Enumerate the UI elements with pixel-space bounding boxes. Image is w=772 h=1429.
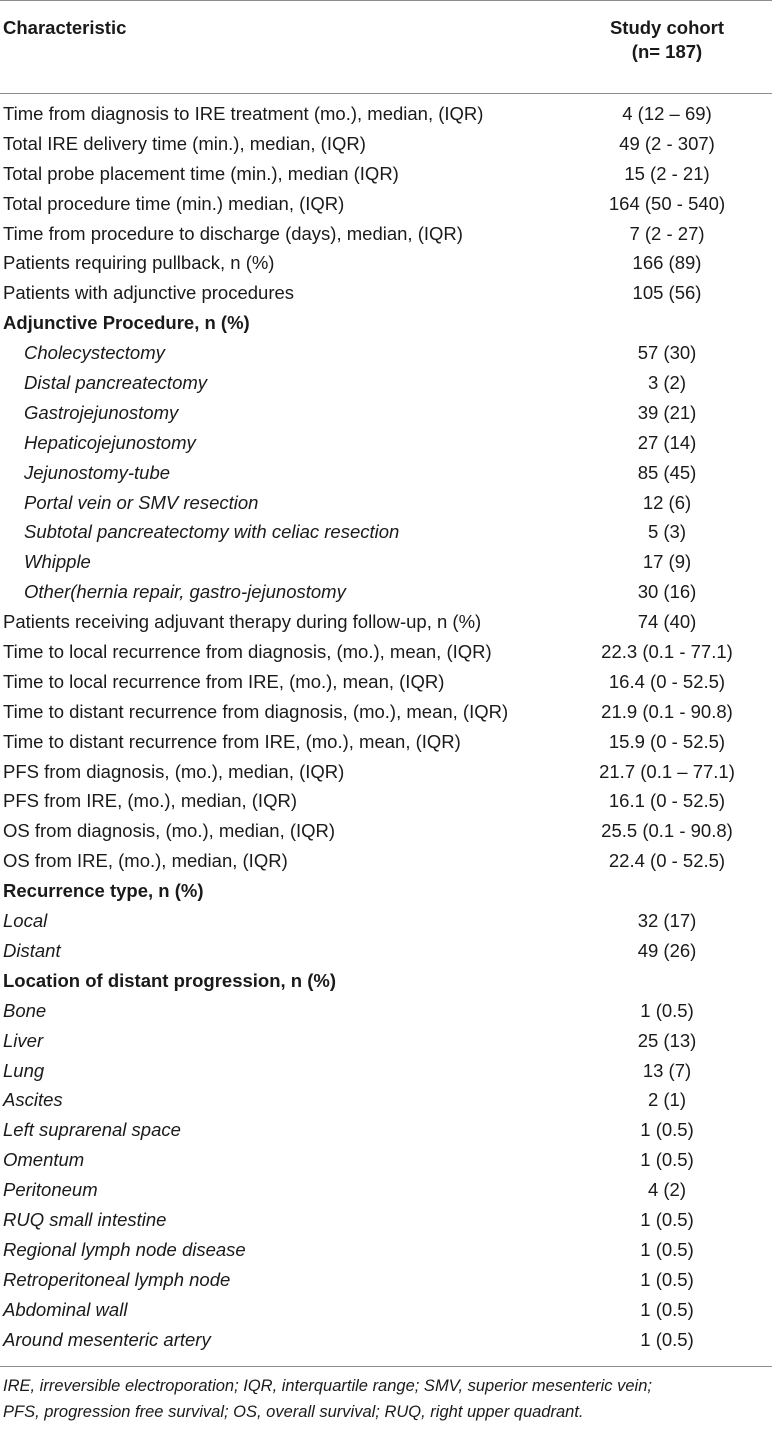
row-label: Patients requiring pullback, n (%) — [3, 252, 275, 274]
table-row — [0, 130, 772, 160]
row-label: OS from diagnosis, (mo.), median, (IQR) — [3, 820, 336, 842]
row-label: PFS from diagnosis, (mo.), median, (IQR) — [3, 760, 345, 782]
table-row — [0, 1206, 772, 1236]
row-label: Distant — [3, 939, 61, 961]
table-row — [0, 489, 772, 519]
row-value: 74 (40) — [637, 611, 697, 633]
table-row — [0, 1296, 772, 1326]
table-row — [0, 847, 772, 877]
row-value: 1 (0.5) — [640, 999, 694, 1021]
row-value: 1 (0.5) — [640, 1208, 694, 1230]
table-row — [0, 1146, 772, 1176]
row-value: 1 (0.5) — [640, 1238, 694, 1260]
top-rule — [0, 0, 772, 1]
row-value: 17 (9) — [642, 551, 692, 573]
header-cohort-line1: Study cohort — [609, 17, 725, 38]
row-value: 105 (56) — [632, 282, 702, 304]
table-row — [0, 638, 772, 668]
row-value: 25.5 (0.1 - 90.8) — [601, 820, 733, 842]
row-label: Total probe placement time (min.), median (IQR) — [3, 162, 399, 184]
row-value: 32 (17) — [637, 910, 697, 932]
row-label: RUQ small intestine — [3, 1208, 167, 1230]
row-value: 49 (26) — [637, 939, 697, 961]
row-label: Total IRE delivery time (min.), median, (IQR) — [3, 132, 366, 154]
row-value: 30 (16) — [637, 581, 697, 603]
row-label: Gastrojejunostomy — [24, 401, 179, 423]
row-value: 25 (13) — [637, 1029, 697, 1051]
row-value: 7 (2 - 27) — [629, 222, 705, 244]
row-value: 4 (12 – 69) — [622, 103, 712, 124]
row-label: Time to distant recurrence from IRE, (mo.), mean, (IQR) — [3, 730, 461, 752]
row-label: Time to local recurrence from diagnosis, (mo.), mean, (IQR) — [3, 641, 492, 663]
table-row — [0, 698, 772, 728]
bottom-rule — [0, 1366, 772, 1367]
row-value: 15.9 (0 - 52.5) — [608, 730, 726, 752]
header-characteristic: Characteristic — [3, 17, 127, 38]
footnote-line-1: IRE, irreversible electroporation; IQR, interquartile range; SMV, superior mesenteric vein; — [3, 1377, 652, 1395]
table-row — [0, 548, 772, 578]
row-value: 1 (0.5) — [640, 1268, 694, 1290]
row-value: 22.3 (0.1 - 77.1) — [601, 641, 733, 663]
row-value: 164 (50 - 540) — [608, 192, 726, 214]
table-row — [0, 1116, 772, 1146]
row-value: 1 (0.5) — [640, 1149, 694, 1171]
table-row — [0, 937, 772, 967]
section-header-row — [0, 967, 772, 997]
table-row — [0, 339, 772, 369]
row-value: 39 (21) — [637, 401, 697, 423]
table-row — [0, 1027, 772, 1057]
characteristics-table — [0, 100, 772, 1355]
row-value: 1 (0.5) — [640, 1298, 694, 1320]
row-label: Time to local recurrence from IRE, (mo.), mean, (IQR) — [3, 670, 445, 692]
table-row — [0, 429, 772, 459]
table-row — [0, 787, 772, 817]
row-label: Cholecystectomy — [24, 342, 165, 364]
table-row — [0, 578, 772, 608]
row-value: 5 (3) — [647, 521, 687, 543]
row-label: Local — [3, 910, 48, 932]
row-label: Recurrence type, n (%) — [3, 880, 204, 902]
row-value: 21.7 (0.1 – 77.1) — [599, 760, 735, 782]
row-label: Lung — [3, 1059, 45, 1081]
row-value: 1 (0.5) — [640, 1328, 694, 1350]
row-label: Other(hernia repair, gastro-jejunostomy — [24, 581, 346, 603]
table-row — [0, 518, 772, 548]
table-row — [0, 997, 772, 1027]
row-label: Patients with adjunctive procedures — [3, 282, 295, 304]
row-label: Retroperitoneal lymph node — [3, 1268, 231, 1290]
row-value: 22.4 (0 - 52.5) — [608, 850, 726, 872]
row-label: OS from IRE, (mo.), median, (IQR) — [3, 850, 288, 872]
row-label: Time to distant recurrence from diagnosis, (mo.), mean, (IQR) — [3, 700, 509, 722]
row-value: 1 (0.5) — [640, 1119, 694, 1141]
table-footnote — [3, 1373, 771, 1425]
section-header-row — [0, 877, 772, 907]
table-row — [0, 728, 772, 758]
row-label: Patients receiving adjuvant therapy during follow-up, n (%) — [3, 611, 482, 633]
row-label: Bone — [3, 999, 47, 1021]
table-row — [0, 1236, 772, 1266]
table-row — [0, 1086, 772, 1116]
table-row — [0, 817, 772, 847]
table-row — [0, 279, 772, 309]
row-value: 16.4 (0 - 52.5) — [608, 670, 726, 692]
row-label: Jejunostomy-tube — [24, 461, 171, 483]
row-label: Regional lymph node disease — [3, 1238, 246, 1260]
row-label: Adjunctive Procedure, n (%) — [3, 312, 250, 334]
row-value: 4 (2) — [647, 1179, 687, 1201]
row-value: 13 (7) — [642, 1059, 692, 1081]
row-label: Whipple — [24, 551, 91, 573]
row-value: 85 (45) — [637, 461, 697, 483]
footnote-line-2: PFS, progression free survival; OS, overall survival; RUQ, right upper quadrant. — [3, 1403, 584, 1421]
table-row — [0, 1176, 772, 1206]
table-row — [0, 249, 772, 279]
row-label: Omentum — [3, 1149, 85, 1171]
table-row — [0, 668, 772, 698]
table-row — [0, 907, 772, 937]
table-row — [0, 160, 772, 190]
header-study-cohort — [570, 16, 764, 64]
row-label: Portal vein or SMV resection — [24, 491, 259, 513]
row-label: Time from procedure to discharge (days), median, (IQR) — [3, 222, 463, 244]
row-label: Location of distant progression, n (%) — [3, 969, 336, 991]
row-label: Around mesenteric artery — [3, 1328, 211, 1350]
row-label: Total procedure time (min.) median, (IQR) — [3, 192, 345, 214]
table-row — [0, 220, 772, 250]
row-label: Hepaticojejunostomy — [24, 431, 196, 453]
header-rule — [0, 93, 772, 94]
row-label: Distal pancreatectomy — [24, 372, 208, 394]
section-header-row — [0, 309, 772, 339]
table-row — [0, 100, 772, 130]
row-value: 3 (2) — [647, 372, 687, 394]
row-label: Ascites — [3, 1089, 63, 1111]
row-label: Abdominal wall — [3, 1298, 128, 1320]
row-value: 57 (30) — [637, 342, 697, 364]
table-row — [0, 459, 772, 489]
row-label: Liver — [3, 1029, 44, 1051]
row-label: PFS from IRE, (mo.), median, (IQR) — [3, 790, 297, 812]
row-value: 27 (14) — [637, 431, 697, 453]
row-value: 12 (6) — [642, 491, 692, 513]
row-value: 166 (89) — [632, 252, 702, 274]
table-row — [0, 758, 772, 788]
row-value: 21.9 (0.1 - 90.8) — [601, 700, 733, 722]
row-value: 49 (2 - 307) — [619, 132, 715, 154]
row-value: 2 (1) — [647, 1089, 687, 1111]
table-row — [0, 1326, 772, 1356]
table-row — [0, 1266, 772, 1296]
row-label: Time from diagnosis to IRE treatment (mo.), median, (IQR) — [3, 103, 484, 124]
row-label: Left suprarenal space — [3, 1119, 181, 1141]
row-label: Subtotal pancreatectomy with celiac resection — [24, 521, 400, 543]
row-value: 16.1 (0 - 52.5) — [608, 790, 726, 812]
table-row — [0, 1057, 772, 1087]
table-row — [0, 399, 772, 429]
header-cohort-line2: (n= 187) — [631, 41, 703, 62]
row-value: 15 (2 - 21) — [624, 162, 710, 184]
table-row — [0, 608, 772, 638]
table-row — [0, 369, 772, 399]
row-label: Peritoneum — [3, 1179, 98, 1201]
table-row — [0, 190, 772, 220]
